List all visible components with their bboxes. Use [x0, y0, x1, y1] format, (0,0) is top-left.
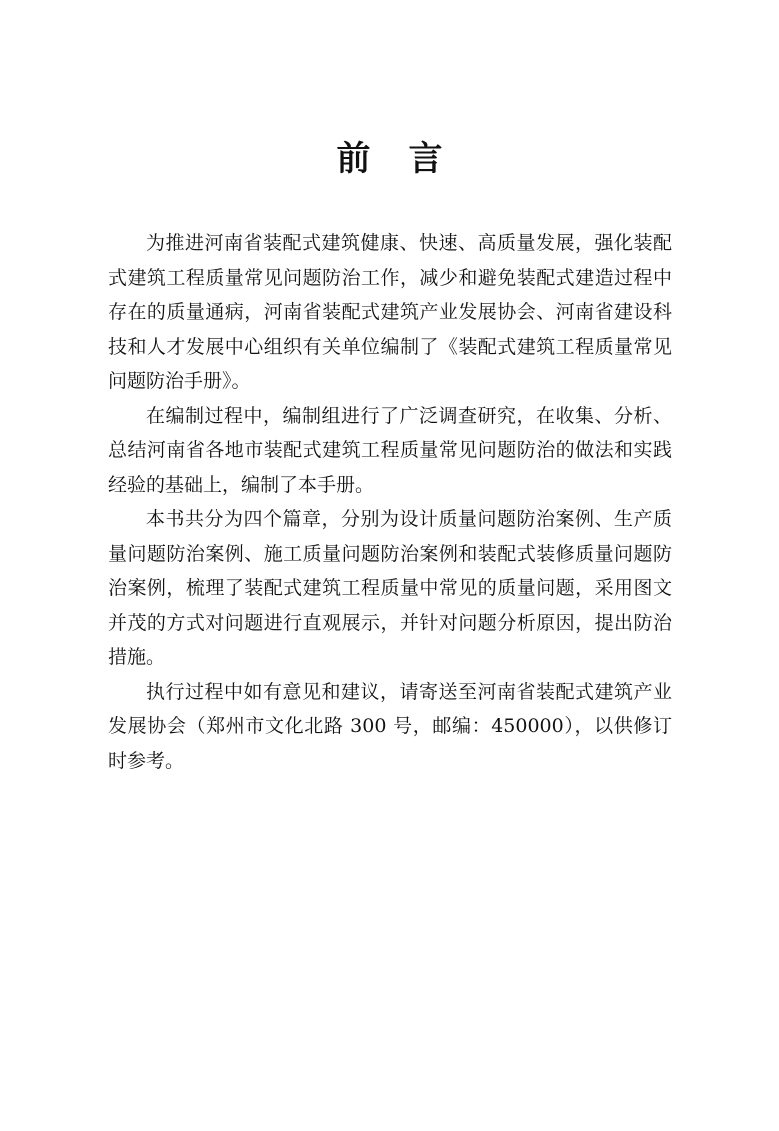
paragraph-purpose: 为推进河南省装配式建筑健康、快速、高质量发展，强化装配式建筑工程质量常见问题防治工作，减少和避免装配式建造过程中存在的质量通病，河南省装配式建筑产业发展协会、河南省建设科技和人才发展中心组织有关单位编制了《装配式建筑工程质量常见问题防治手册》。 [108, 232, 672, 392]
document-body [108, 226, 672, 778]
paragraph-feedback: 执行过程中如有意见和建议，请寄送至河南省装配式建筑产业发展协会（郑州市文化北路 300 号，邮编：450000），以供修订时参考。 [108, 680, 672, 772]
page-title: 前言 [336, 138, 481, 179]
paragraph-contents: 本书共分为四个篇章，分别为设计质量问题防治案例、生产质量问题防治案例、施工质量问题防治案例和装配式装修质量问题防治案例，梳理了装配式建筑工程质量中常见的质量问题，采用图文并茂的方式对问题进行直观展示，并针对问题分析原因，提出防治措施。 [108, 508, 672, 668]
paragraph-process: 在编制过程中，编制组进行了广泛调查研究，在收集、分析、总结河南省各地市装配式建筑工程质量常见问题防治的做法和实践经验的基础上，编制了本手册。 [108, 404, 672, 496]
